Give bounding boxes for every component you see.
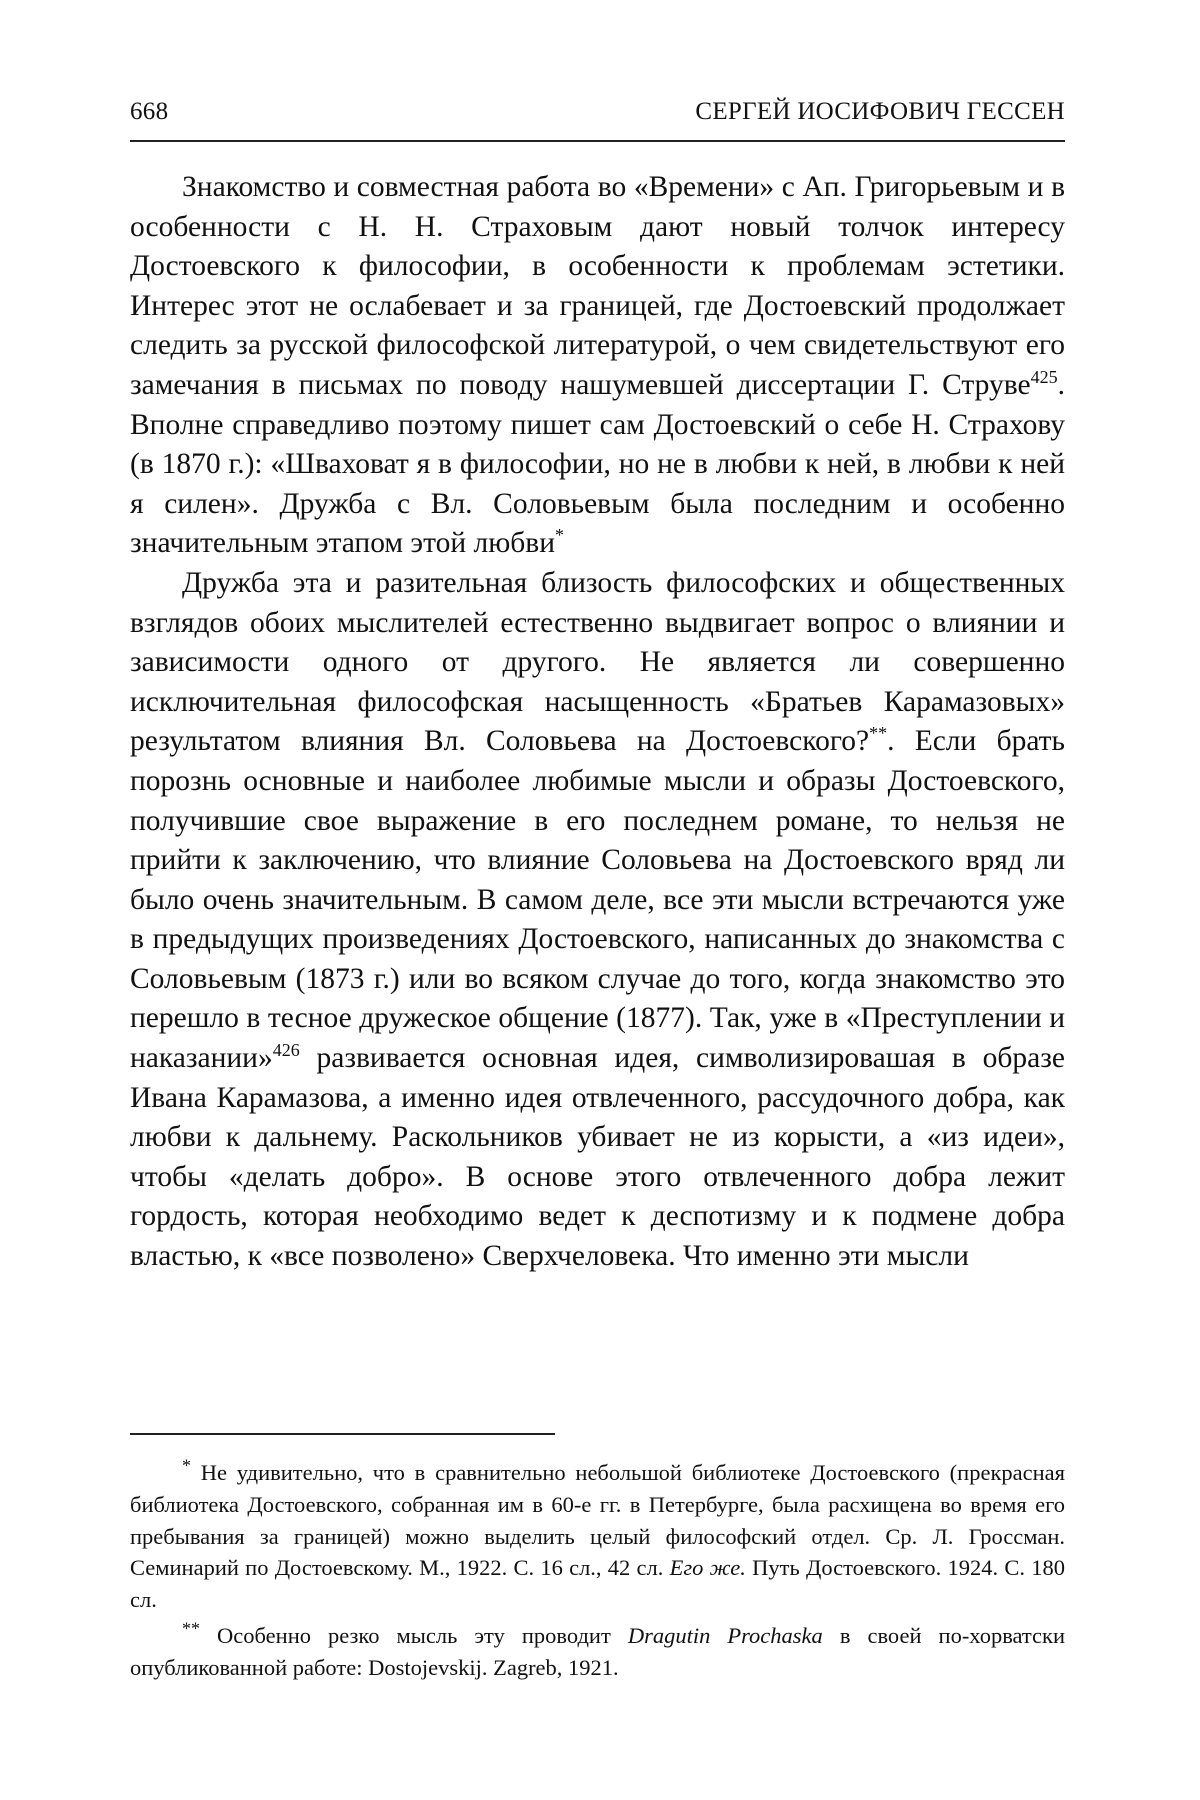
paragraph-text: Знакомство и совместная работа во «Времени» с Ап. Григорьевым и в особенности с Н. Н. Страховым дают новый толчок интересу Достоевского к философии, в особенности к проблемам эстетики. Интерес этот не ослабевает и за границей, где Достоевский продолжает следить за русской философской литературой, о чем свидетельствуют его замечания в письмах по поводу нашумевшей диссертации Г. Струве	[130, 171, 1065, 401]
footnote-italic: Dragutin Prochaska	[627, 1622, 823, 1648]
footnote-text: в своей по-хорватски опубликованной работе: Dostojevskij. Zagreb, 1921.	[130, 1622, 1066, 1680]
footnote-1	[130, 1457, 1065, 1616]
footnote-mark: **	[182, 1618, 200, 1639]
paragraph-text: развивается основная идея, символизировашая в образе Ивана Карамазова, а именно идея отвлеченного, рассудочного добра, как любви к дальнему. Раскольников убивает не из корысти, а «из идеи», чтобы «делать добро». В основе этого отвлеченного добра лежит гордость, которая необходимо ведет к деспотизму и к подмене добра властью, к «все позволено» Сверхчеловека. Что именно эти мысли	[130, 1042, 1065, 1273]
footnote-2	[130, 1620, 1065, 1684]
paragraph-1	[130, 168, 1065, 564]
endnote-ref: 425	[1030, 367, 1058, 388]
page-header	[130, 98, 1065, 126]
header-rule	[130, 140, 1065, 142]
footnotes	[130, 1457, 1065, 1688]
footnote-ref: *	[554, 525, 564, 546]
footnote-text: Не удивительно, что в сравнительно небольшой библиотеке Достоевского (прекрасная библиотека Достоевского, собранная им в 60-е гг. в Петербурге, была расхищена во время его пребывания за границей) можно выделить целый философский отдел. Ср. Л. Гроссман. Семинарий по Достоевскому. М., 1922. С. 16 сл., 42 сл.	[130, 1460, 1065, 1581]
main-text	[130, 168, 1065, 1277]
paragraph-text: Дружба эта и разительная близость философских и общественных взглядов обоих мыслителей естественно выдвигает вопрос о влиянии и зависимости одного от другого. Не является ли совершенно исключительная философская насыщенность «Братьев Карамазовых» результатом влияния Вл. Соловьева на Достоевского?	[130, 566, 1065, 758]
endnote-ref: 426	[272, 1040, 300, 1061]
running-title: СЕРГЕЙ ИОСИФОВИЧ ГЕССЕН	[695, 98, 1065, 125]
paragraph-text: . Вполне справедливо поэтому пишет сам Достоевский о себе Н. Страхову (в 1870 г.): «Шваховат я в философии, но не в любви к ней, в любви к ней я силен». Дружба с Вл. Соловьевым была последним и особенно значительным этапом этой любви	[130, 368, 1065, 560]
paragraph-2	[130, 564, 1065, 1277]
footnote-text: Путь Достоевского. 1924. С. 180 сл.	[130, 1555, 1065, 1613]
footnote-ref: **	[869, 723, 888, 744]
footnote-italic: Его же.	[669, 1555, 746, 1581]
footnote-rule	[130, 1433, 555, 1435]
page-number: 668	[130, 98, 169, 125]
footnote-text: Особенно резко мысль эту проводит	[200, 1622, 628, 1648]
footnote-mark: *	[182, 1455, 191, 1476]
paragraph-text: . Если брать порознь основные и наиболее любимые мысли и образы Достоевского, получившие свое выражение в его последнем романе, то нельзя не прийти к заключению, что влияние Соловьева на Достоевского вряд ли было очень значительным. В самом деле, все эти мысли встречаются уже в предыдущих произведениях Достоевского, написанных до знакомства с Соловьевым (1873 г.) или во всяком случае до того, когда знакомство это перешло в тесное дружеское общение (1877). Так, уже в «Преступлении и наказании»	[130, 725, 1066, 1075]
